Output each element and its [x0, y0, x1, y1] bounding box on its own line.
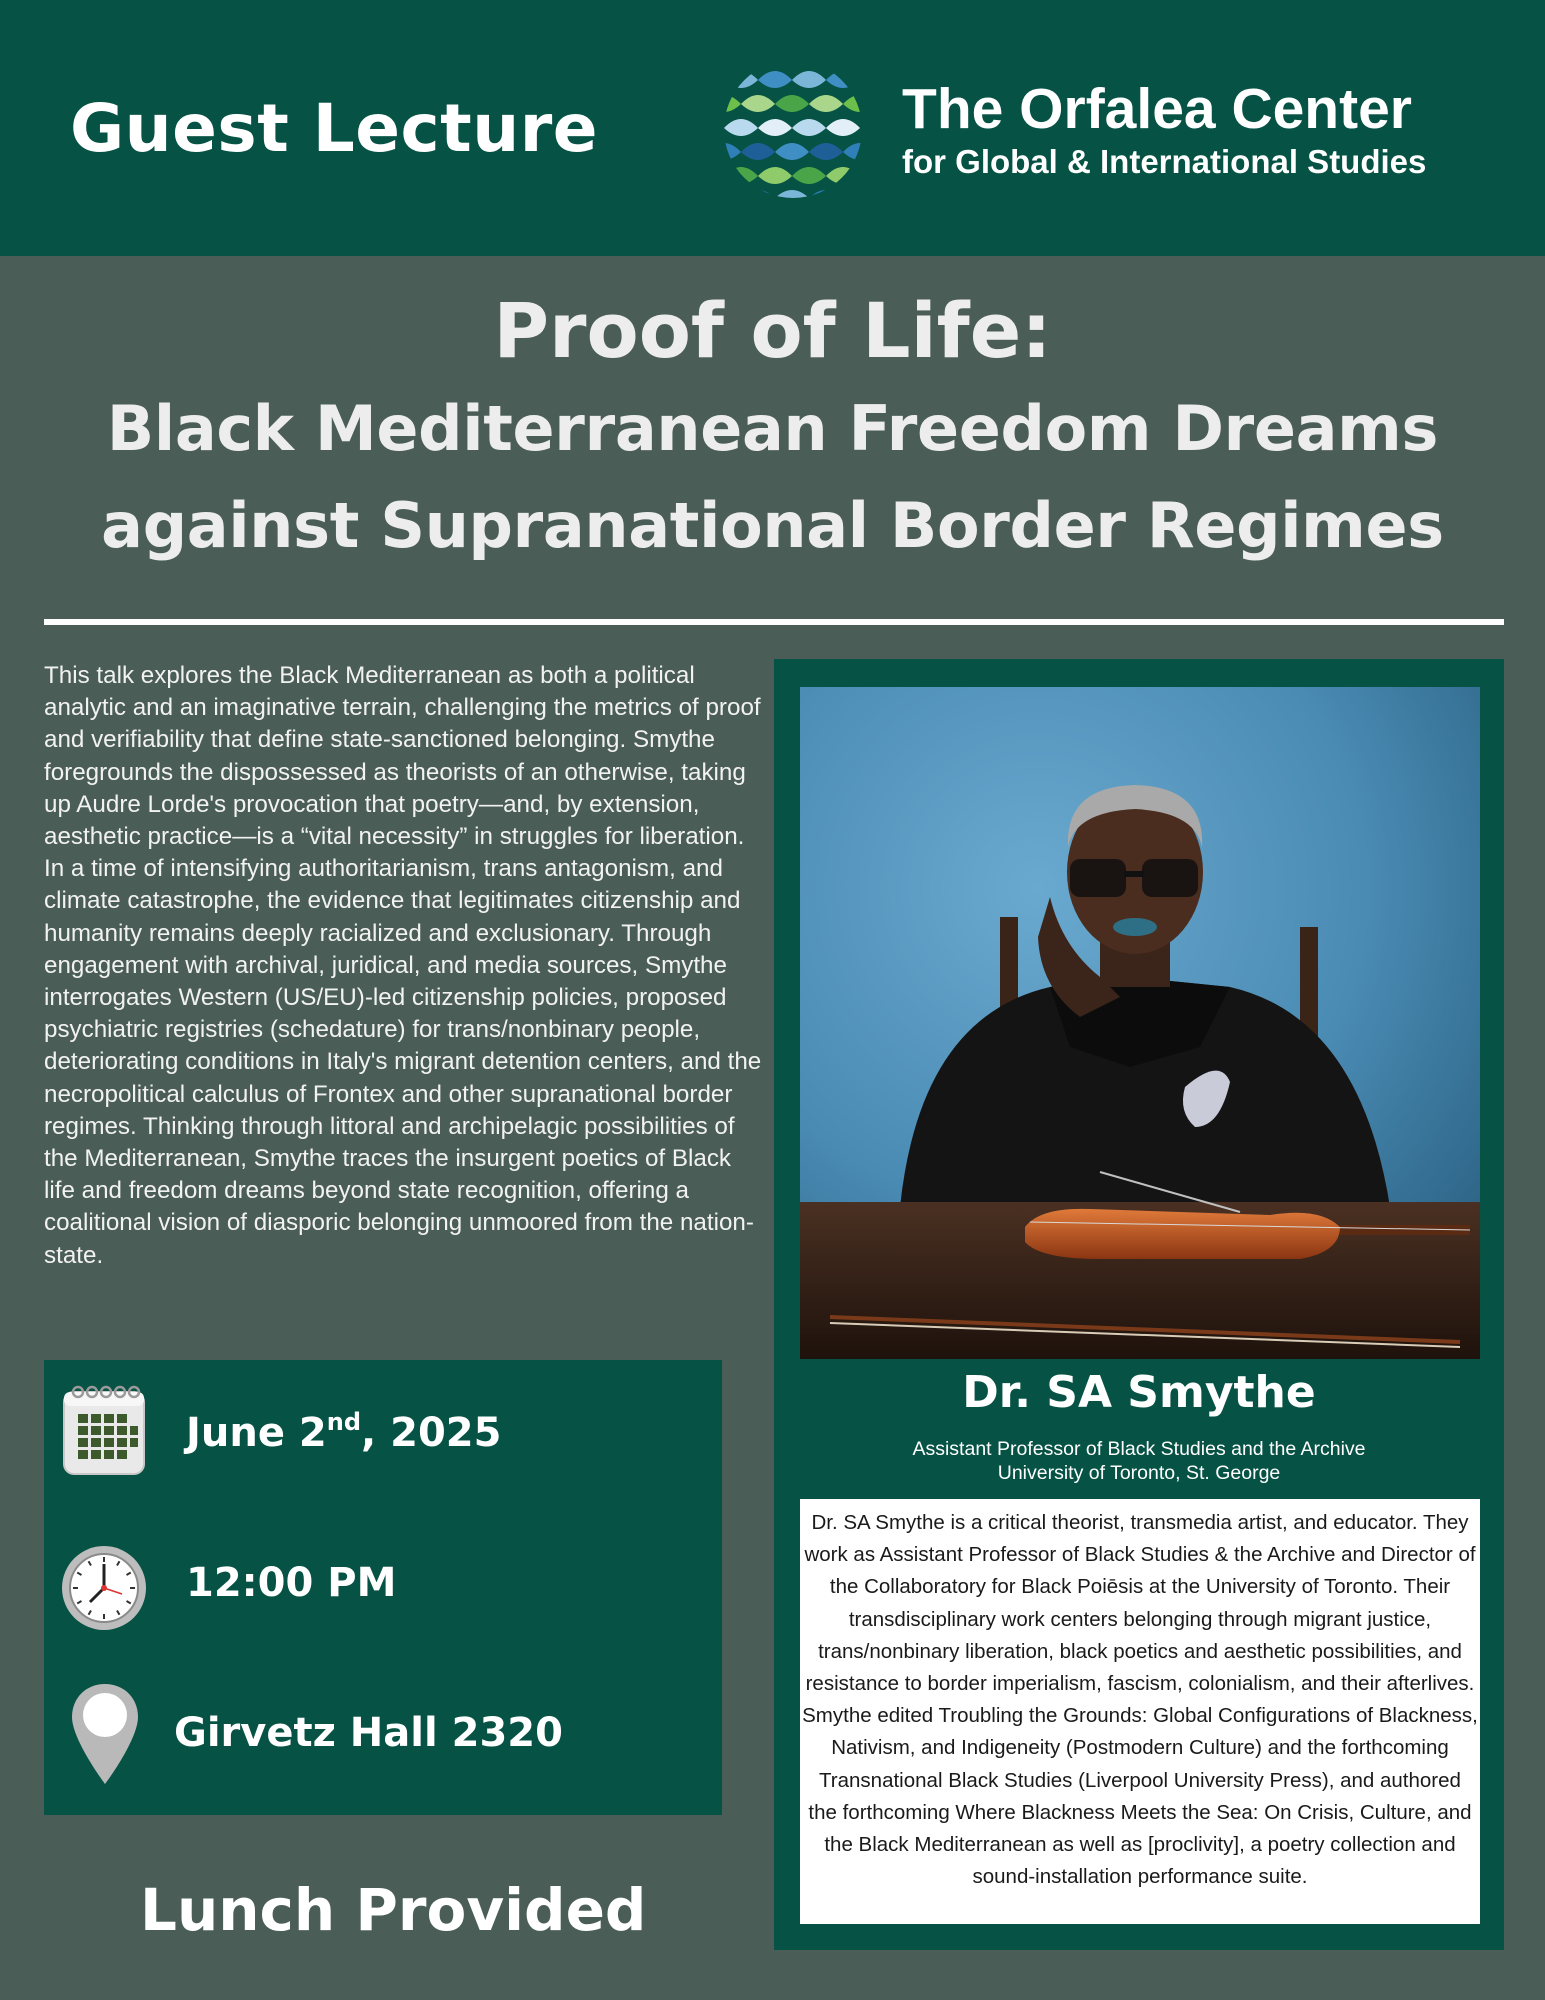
organization-subtitle: for Global & International Studies — [902, 143, 1427, 180]
speaker-bio: Dr. SA Smythe is a critical theorist, transmedia artist, and educator. They work as Assistant Professor of Black Studies & the Archive and Director of the Collaboratory for Black Poiēsis at the University of Toronto. Their transdisciplinary work centers belonging through migrant justice, trans/nonbinary liberation, black poetics and aesthetic possibilities, and resistance to border imperialism, fascism, colonialism, and their afterlives. Smythe edited Troubling the Grounds: Global Configurations of Blackness, Nativism, and Indigeneity (Postmodern Culture) and the forthcoming Transnational Black Studies (Liverpool University Press), and authored the forthcoming Where Blackness Meets the Sea: On Crisis, Culture, and the Black Mediterranean as well as [proclivity], a poetry collection and sound-installation performance suite. — [800, 1499, 1480, 1924]
date-suffix: nd — [326, 1408, 361, 1436]
speaker-position: Assistant Professor of Black Studies and the Archive — [912, 1438, 1366, 1460]
calendar-icon — [62, 1382, 146, 1476]
lunch-note: Lunch Provided — [140, 1876, 647, 1944]
speaker-photo — [800, 687, 1480, 1359]
header-band — [0, 0, 1545, 256]
speaker-panel — [774, 659, 1504, 1950]
event-type-label: Guest Lecture — [70, 90, 599, 167]
date-year: , 2025 — [361, 1410, 502, 1456]
lecture-title — [0, 282, 1545, 574]
speaker-university: University of Toronto, St. George — [997, 1462, 1281, 1484]
title-line-3: against Supranational Border Regimes — [101, 489, 1444, 562]
event-time: 12:00 PM — [186, 1560, 397, 1606]
event-date — [186, 1410, 501, 1456]
title-divider — [44, 619, 1504, 625]
event-location: Girvetz Hall 2320 — [174, 1710, 563, 1756]
map-pin-icon — [70, 1682, 140, 1786]
clock-icon — [60, 1544, 148, 1632]
speaker-affiliation — [774, 1437, 1504, 1485]
event-details-box — [44, 1360, 722, 1815]
organization-name: The Orfalea Center — [902, 77, 1412, 141]
title-line-2: Black Mediterranean Freedom Dreams — [106, 392, 1439, 465]
wave-globe-logo-icon — [724, 60, 862, 198]
title-line-1: Proof of Life: — [493, 286, 1052, 375]
speaker-name: Dr. SA Smythe — [962, 1367, 1316, 1418]
talk-abstract: This talk explores the Black Mediterranean as both a political analytic and an imaginative terrain, challenging the metrics of proof and verifiability that define state-sanctioned belonging. Smythe foregrounds the dispossessed as theorists of an otherwise, taking up Audre Lorde's provocation that poetry—and, by extension, aesthetic practice—is a “vital necessity” in struggles for liberation. In a time of intensifying authoritarianism, trans antagonism, and climate catastrophe, the evidence that legitimates citizenship and humanity remains deeply racialized and exclusionary. Through engagement with archival, juridical, and media sources, Smythe interrogates Western (US/EU)-led citizenship policies, proposed psychiatric registries (schedature) for trans/nonbinary people, deteriorating conditions in Italy's migrant detention centers, and the necropolitical calculus of Frontex and other supranational border regimes. Thinking through littoral and archipelagic possibilities of the Mediterranean, Smythe traces the insurgent poetics of Black life and freedom dreams beyond state recognition, offering a coalitional vision of diasporic belonging unmoored from the nation-state. — [44, 662, 762, 1269]
date-day: June 2 — [186, 1410, 327, 1456]
